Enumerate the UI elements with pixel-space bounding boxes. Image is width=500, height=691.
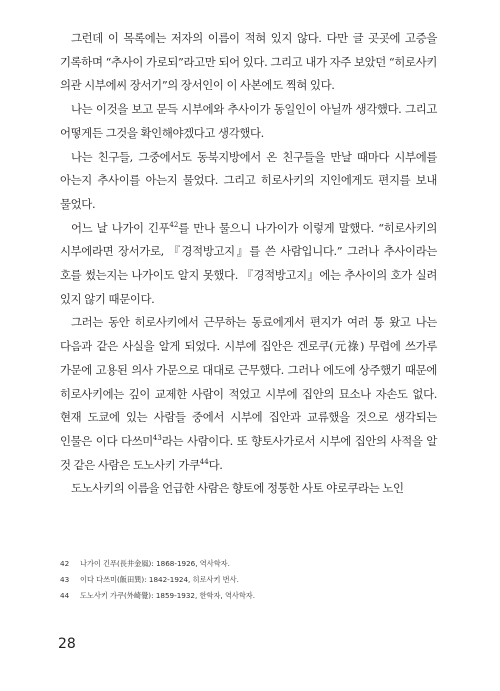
page-number: 28 [58,636,76,652]
footnote [60,556,437,572]
paragraph: 도노사키의 이름을 언급한 사람은 향토에 정통한 사토 야로쿠라는 노인 [71,481,404,496]
footnote-ref: 42 [169,220,179,229]
footnote-ref: 43 [152,433,162,442]
footnote-number: 44 [60,591,70,600]
paragraph-text: 그러는 동안 히로사키에서 근무하는 동료에게서 편지가 여러 통 왔고 나는 다음과 같은 사실을 알게 되었다. 시부에 집안은 겐로쿠(元祿) 무렵에 쓰가루 가문에 고용된 의사 가문으로 대대로 근무했다. 그러나 에도에 상주했기 때문에 히로사키에는 깊이 교제한 사람이 적었고 시부에 집안의 묘소나 자손도 없다. 현재 도쿄에 있는 사람들 중에서 시부에 집안과 교류했을 것으로 생각되는 인물은 이다 다쓰미 [60,315,437,448]
paragraph [60,217,437,312]
paragraph-text: 어느 날 나가이 긴푸 [71,220,170,235]
footnote-number: 42 [60,559,70,568]
footnote [60,588,437,604]
paragraph: 그런데 이 목록에는 저자의 이름이 적혀 있지 않다. 다만 글 곳곳에 고증을 기록하며 “추사이 가로되”라고만 되어 있다. 그리고 내가 자주 보았던 “히로사키 의관 시부에씨 장서기”의 장서인이 이 사본에도 찍혀 있다. [60,31,437,93]
paragraph: 나는 이것을 보고 문득 시부에와 추사이가 동일인이 아닐까 생각했다. 그리고 어떻게든 그것을 확인해야겠다고 생각했다. [60,102,437,140]
footnote [60,572,437,588]
paragraph-text: 를 만나 물으니 나가이가 이렇게 말했다. “히로사키의 시부에라면 장서가로, 『경적방고지』를 쓴 사람입니다.” 그러나 추사이라는 호를 썼는지는 나가이도 알지 못했다. 『경적방고지』에는 추사이의 호가 실려 있지 않기 때문이다. [60,220,437,306]
footnote-number: 43 [60,575,70,584]
paragraph: 나는 친구들, 그중에서도 동북지방에서 온 친구들을 만날 때마다 시부에를 아는지 추사이를 아는지 물었다. 그리고 히로사키의 지인에게도 편지를 보내 물었다. [60,149,437,211]
body-text [60,27,437,501]
paragraph-text: 다. [208,457,223,472]
footnote-text: 나가이 긴푸(長井金風): 1868-1926, 역사학자. [80,559,230,568]
paragraph-text: 라는 사람이다. 또 향토사가로서 시부에 집안의 사적을 알 것 같은 사람은 도노사키 가쿠 [60,433,437,472]
footnotes [60,556,437,604]
paragraph [60,311,437,477]
footnote-ref: 44 [199,457,209,466]
footnote-text: 도노사키 가쿠(外崎覺): 1859-1932, 한학자, 역사학자. [80,591,256,600]
footnote-text: 이다 다쓰미(飯田巽): 1842-1924, 히로사키 번사. [80,575,239,584]
